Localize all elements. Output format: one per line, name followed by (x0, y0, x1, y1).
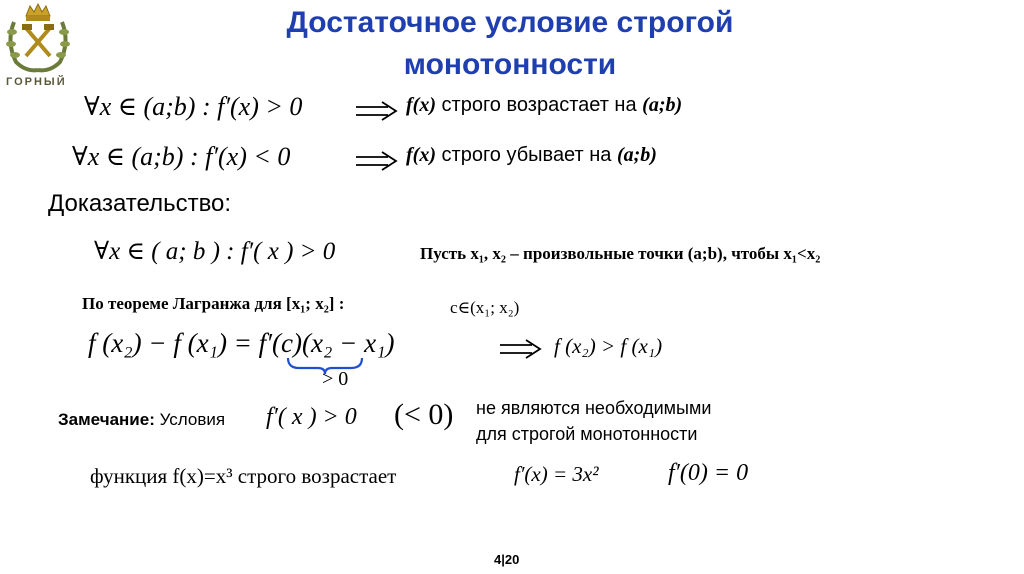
page-number: 4|20 (494, 552, 520, 567)
proof-assumption: ∀x ∈ ( a; b ) : f′( x ) > 0 (94, 238, 336, 265)
cond2-formula: ∀x ∈ (a;b) : f′(x) < 0 (72, 142, 291, 171)
proof-result: f (x₂) > f (x₁) (554, 334, 663, 358)
proof-c-text: c∈(x₁; x₂) (450, 298, 520, 317)
proof-lagrange-text: По теореме Лагранжа для [x₁; x₂] : (82, 294, 345, 313)
cond2-text: строго убывает на (435, 144, 617, 166)
cond1-func: f(x) (406, 94, 436, 116)
cond1-text: строго возрастает на (435, 94, 643, 116)
logo (2, 2, 74, 94)
remark-label: Замечание: (58, 410, 155, 429)
logo-text: ГОРНЫЙ (6, 76, 67, 88)
cond2-statement (406, 144, 657, 167)
proof-main-eq: f (x₂) − f (x₁) = f′(c)(x₂ − x₁) (88, 328, 395, 358)
remark-formula: f′( x ) > 0 (266, 404, 357, 430)
cond1-statement (406, 94, 682, 117)
cond2-interval: (a;b) (616, 144, 657, 166)
remark-line-2: для строгой монотонности (476, 424, 698, 444)
example-text: функция f(x)=x³ строго возрастает (90, 464, 397, 488)
remark-label-row (58, 410, 225, 430)
proof-let-text: Пусть x₁, x₂ – произвольные точки (a;b), чтобы x₁<x₂ (420, 244, 821, 263)
implies-arrow-icon (498, 338, 544, 360)
title-line-1: Достаточное условие строгой (286, 6, 734, 39)
remark-word: Условия (154, 410, 226, 429)
crown-wreath-icon (2, 2, 74, 76)
cond2-func: f(x) (406, 144, 436, 166)
example-deriv: f′(x) = 3x² (514, 462, 599, 486)
cond1-formula: ∀x ∈ (a;b) : f′(x) > 0 (84, 92, 303, 121)
implies-arrow-icon (354, 150, 400, 172)
title-line-2: монотонности (403, 48, 617, 81)
remark-alt: (< 0) (394, 398, 454, 431)
implies-arrow-icon (354, 100, 400, 122)
remark-line-1: не являются необходимыми (476, 398, 712, 418)
cond1-interval: (a;b) (642, 94, 683, 116)
brace-label: > 0 (322, 368, 349, 390)
example-at-zero: f′(0) = 0 (668, 460, 749, 486)
proof-heading: Доказательство: (48, 190, 232, 217)
